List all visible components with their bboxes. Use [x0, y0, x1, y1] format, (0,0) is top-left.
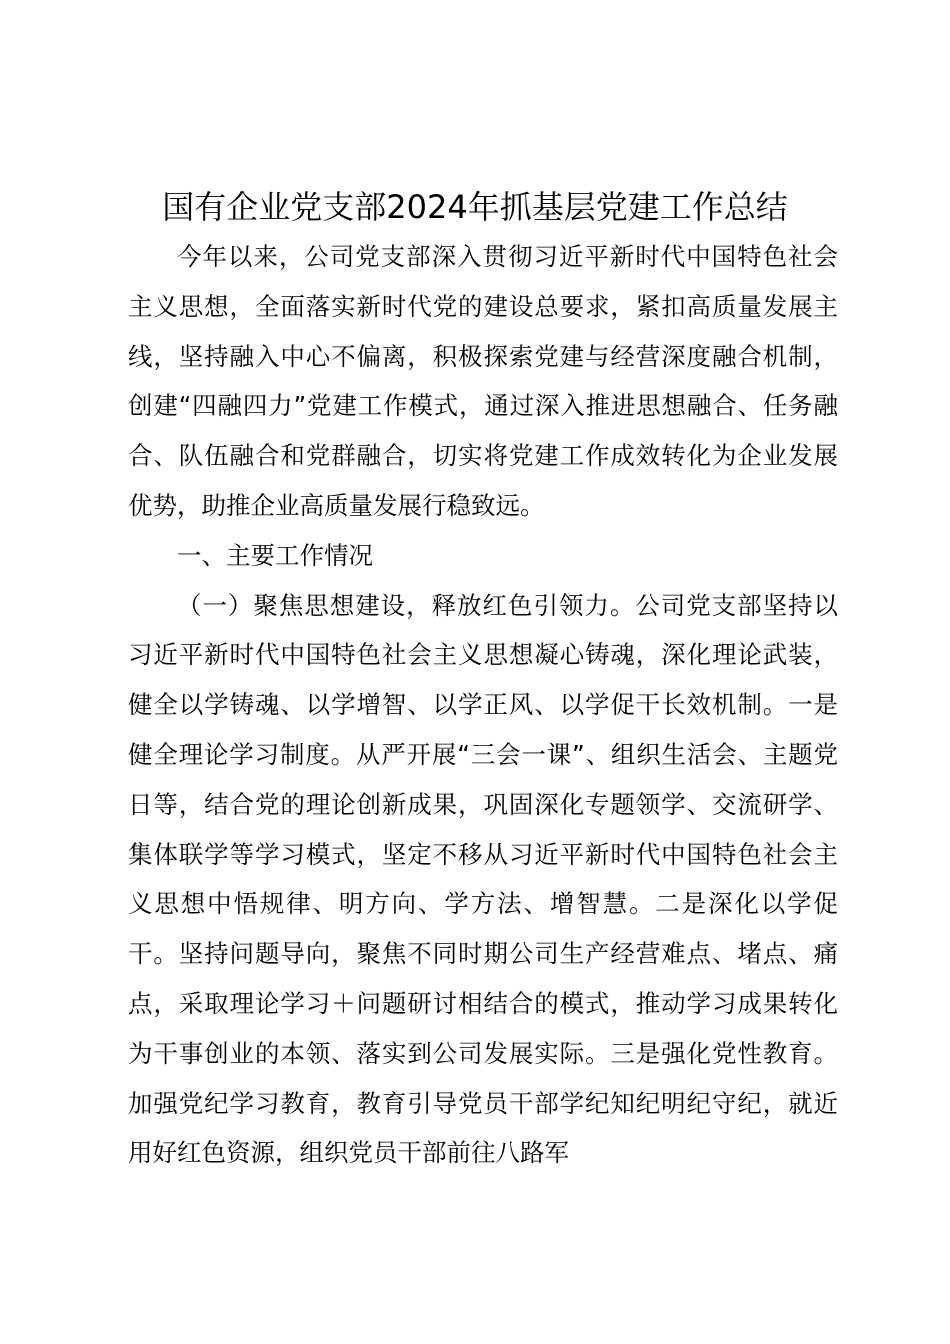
intro-paragraph: 今年以来，公司党支部深入贯彻习近平新时代中国特色社会主义思想，全面落实新时代党的建设总要求，紧扣高质量发展主线，坚持融入中心不偏离，积极探索党建与经营深度融合机制，创建“四融四力”党建工作模式，通过深入推进思想融合、任务融合、队伍融合和党群融合，切实将党建工作成效转化为企业发展优势，助推企业高质量发展行稳致远。	[128, 242, 838, 520]
document-title: 国有企业党支部2024年抓基层党建工作总结	[162, 188, 788, 226]
section-heading: 一、主要工作情况	[177, 540, 373, 570]
subsection-paragraph: （一）聚焦思想建设，释放红色引领力。公司党支部坚持以习近平新时代中国特色社会主义思想凝心铸魂，深化理论武装，健全以学铸魂、以学增智、以学正风、以学促干长效机制。一是健全理论学习制度。从严开展“三会一课”、组织生活会、主题党日等，结合党的理论创新成果，巩固深化专题领学、交流研学、集体联学等学习模式，坚定不移从习近平新时代中国特色社会主义思想中悟规律、明方向、学方法、增智慧。二是深化以学促干。坚持问题导向，聚焦不同时期公司生产经营难点、堵点、痛点，采取理论学习＋问题研讨相结合的模式，推动学习成果转化为干事创业的本领、落实到公司发展实际。三是强化党性教育。加强党纪学习教育，教育引导党员干部学纪知纪明纪守纪，就近用好红色资源，组织党员干部前往八路军	[128, 590, 838, 1168]
document-body	[128, 232, 838, 1178]
